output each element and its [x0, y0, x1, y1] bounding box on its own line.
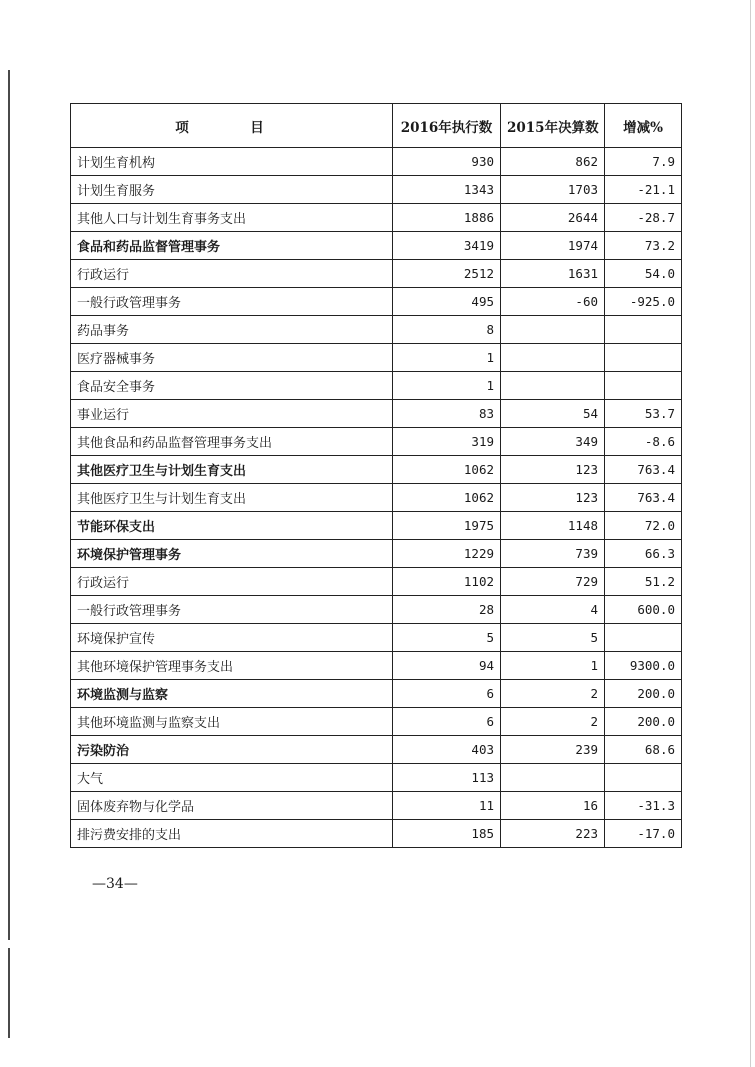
cell-item: 其他食品和药品监督管理事务支出 [71, 428, 393, 456]
cell-2016-actual: 11 [393, 792, 501, 820]
table-row [71, 512, 682, 540]
header-2016-actual: 2016年执行数 [393, 104, 501, 148]
table-row [71, 428, 682, 456]
cell-item: 环境监测与监察 [71, 680, 393, 708]
scan-edge-mark [8, 948, 10, 1038]
cell-change-percent: 54.0 [605, 260, 682, 288]
cell-item: 食品和药品监督管理事务 [71, 232, 393, 260]
cell-2016-actual: 1 [393, 344, 501, 372]
table-row [71, 372, 682, 400]
table-row [71, 148, 682, 176]
cell-item: 其他医疗卫生与计划生育支出 [71, 456, 393, 484]
cell-2015-final: 2644 [501, 204, 605, 232]
cell-2016-actual: 3419 [393, 232, 501, 260]
cell-2015-final [501, 764, 605, 792]
cell-item: 事业运行 [71, 400, 393, 428]
cell-2015-final: 862 [501, 148, 605, 176]
cell-change-percent: -925.0 [605, 288, 682, 316]
cell-2015-final: 223 [501, 820, 605, 848]
cell-item: 药品事务 [71, 316, 393, 344]
cell-2016-actual: 930 [393, 148, 501, 176]
cell-2016-actual: 319 [393, 428, 501, 456]
cell-2015-final: 239 [501, 736, 605, 764]
cell-item: 节能环保支出 [71, 512, 393, 540]
cell-2015-final: 349 [501, 428, 605, 456]
cell-change-percent: -21.1 [605, 176, 682, 204]
cell-item: 环境保护管理事务 [71, 540, 393, 568]
cell-item: 计划生育服务 [71, 176, 393, 204]
cell-change-percent: 66.3 [605, 540, 682, 568]
cell-change-percent: 72.0 [605, 512, 682, 540]
table-row [71, 232, 682, 260]
cell-2016-actual: 6 [393, 680, 501, 708]
cell-item: 环境保护宣传 [71, 624, 393, 652]
cell-change-percent: 68.6 [605, 736, 682, 764]
page-number: —34— [92, 876, 138, 892]
cell-change-percent: 200.0 [605, 680, 682, 708]
cell-item: 其他环境保护管理事务支出 [71, 652, 393, 680]
cell-2016-actual: 5 [393, 624, 501, 652]
table-row [71, 456, 682, 484]
table-row [71, 288, 682, 316]
table-row [71, 624, 682, 652]
cell-item: 一般行政管理事务 [71, 288, 393, 316]
cell-2015-final: 2 [501, 708, 605, 736]
cell-change-percent: 51.2 [605, 568, 682, 596]
cell-2015-final: 2 [501, 680, 605, 708]
cell-item: 一般行政管理事务 [71, 596, 393, 624]
cell-item: 食品安全事务 [71, 372, 393, 400]
cell-2015-final: 16 [501, 792, 605, 820]
cell-change-percent [605, 316, 682, 344]
cell-2016-actual: 2512 [393, 260, 501, 288]
table-row [71, 204, 682, 232]
cell-change-percent [605, 372, 682, 400]
cell-change-percent: -17.0 [605, 820, 682, 848]
table-row [71, 764, 682, 792]
table-row [71, 484, 682, 512]
cell-2015-final: 4 [501, 596, 605, 624]
cell-2015-final: 5 [501, 624, 605, 652]
cell-2015-final: 1974 [501, 232, 605, 260]
cell-change-percent: 53.7 [605, 400, 682, 428]
table-row [71, 792, 682, 820]
cell-2015-final [501, 344, 605, 372]
cell-2015-final: 1631 [501, 260, 605, 288]
cell-2015-final: 739 [501, 540, 605, 568]
cell-item: 排污费安排的支出 [71, 820, 393, 848]
cell-2015-final: 1 [501, 652, 605, 680]
cell-2016-actual: 1975 [393, 512, 501, 540]
cell-2016-actual: 1229 [393, 540, 501, 568]
cell-2015-final: 1148 [501, 512, 605, 540]
table-row [71, 316, 682, 344]
cell-change-percent [605, 344, 682, 372]
cell-item: 行政运行 [71, 260, 393, 288]
table-row [71, 652, 682, 680]
cell-change-percent [605, 624, 682, 652]
table-row [71, 540, 682, 568]
scan-edge-mark [750, 0, 751, 1067]
cell-item: 行政运行 [71, 568, 393, 596]
table-body [71, 148, 682, 848]
cell-2016-actual: 1062 [393, 484, 501, 512]
header-change-percent: 增减% [605, 104, 682, 148]
cell-2016-actual: 113 [393, 764, 501, 792]
cell-change-percent: 73.2 [605, 232, 682, 260]
cell-change-percent: -28.7 [605, 204, 682, 232]
cell-change-percent: -31.3 [605, 792, 682, 820]
cell-item: 固体废弃物与化学品 [71, 792, 393, 820]
cell-item: 计划生育机构 [71, 148, 393, 176]
cell-2016-actual: 495 [393, 288, 501, 316]
cell-change-percent: 763.4 [605, 484, 682, 512]
cell-2016-actual: 185 [393, 820, 501, 848]
cell-2016-actual: 1343 [393, 176, 501, 204]
cell-change-percent: 9300.0 [605, 652, 682, 680]
cell-2016-actual: 94 [393, 652, 501, 680]
cell-item: 医疗器械事务 [71, 344, 393, 372]
header-item: 项 目 [71, 104, 393, 148]
cell-change-percent [605, 764, 682, 792]
cell-2016-actual: 1 [393, 372, 501, 400]
cell-2016-actual: 403 [393, 736, 501, 764]
table-row [71, 568, 682, 596]
cell-2016-actual: 28 [393, 596, 501, 624]
cell-item: 其他医疗卫生与计划生育支出 [71, 484, 393, 512]
table-row [71, 400, 682, 428]
table-row [71, 260, 682, 288]
table-row [71, 820, 682, 848]
cell-item: 污染防治 [71, 736, 393, 764]
cell-2015-final: 123 [501, 484, 605, 512]
cell-change-percent: 200.0 [605, 708, 682, 736]
cell-2016-actual: 1102 [393, 568, 501, 596]
cell-2015-final [501, 372, 605, 400]
cell-item: 其他人口与计划生育事务支出 [71, 204, 393, 232]
cell-2015-final [501, 316, 605, 344]
table-row [71, 596, 682, 624]
cell-2016-actual: 6 [393, 708, 501, 736]
cell-2016-actual: 1886 [393, 204, 501, 232]
table-row [71, 708, 682, 736]
scan-edge-mark [8, 70, 10, 940]
table-row [71, 344, 682, 372]
cell-2015-final: 729 [501, 568, 605, 596]
cell-2015-final: -60 [501, 288, 605, 316]
cell-item: 大气 [71, 764, 393, 792]
header-2015-final: 2015年决算数 [501, 104, 605, 148]
cell-2015-final: 123 [501, 456, 605, 484]
cell-2015-final: 1703 [501, 176, 605, 204]
cell-2016-actual: 1062 [393, 456, 501, 484]
cell-2015-final: 54 [501, 400, 605, 428]
cell-change-percent: 7.9 [605, 148, 682, 176]
cell-item: 其他环境监测与监察支出 [71, 708, 393, 736]
cell-change-percent: -8.6 [605, 428, 682, 456]
cell-2016-actual: 8 [393, 316, 501, 344]
cell-2016-actual: 83 [393, 400, 501, 428]
cell-change-percent: 600.0 [605, 596, 682, 624]
table-row [71, 680, 682, 708]
table-row [71, 176, 682, 204]
table-header-row [71, 104, 682, 148]
table-row [71, 736, 682, 764]
budget-table [70, 103, 682, 848]
cell-change-percent: 763.4 [605, 456, 682, 484]
